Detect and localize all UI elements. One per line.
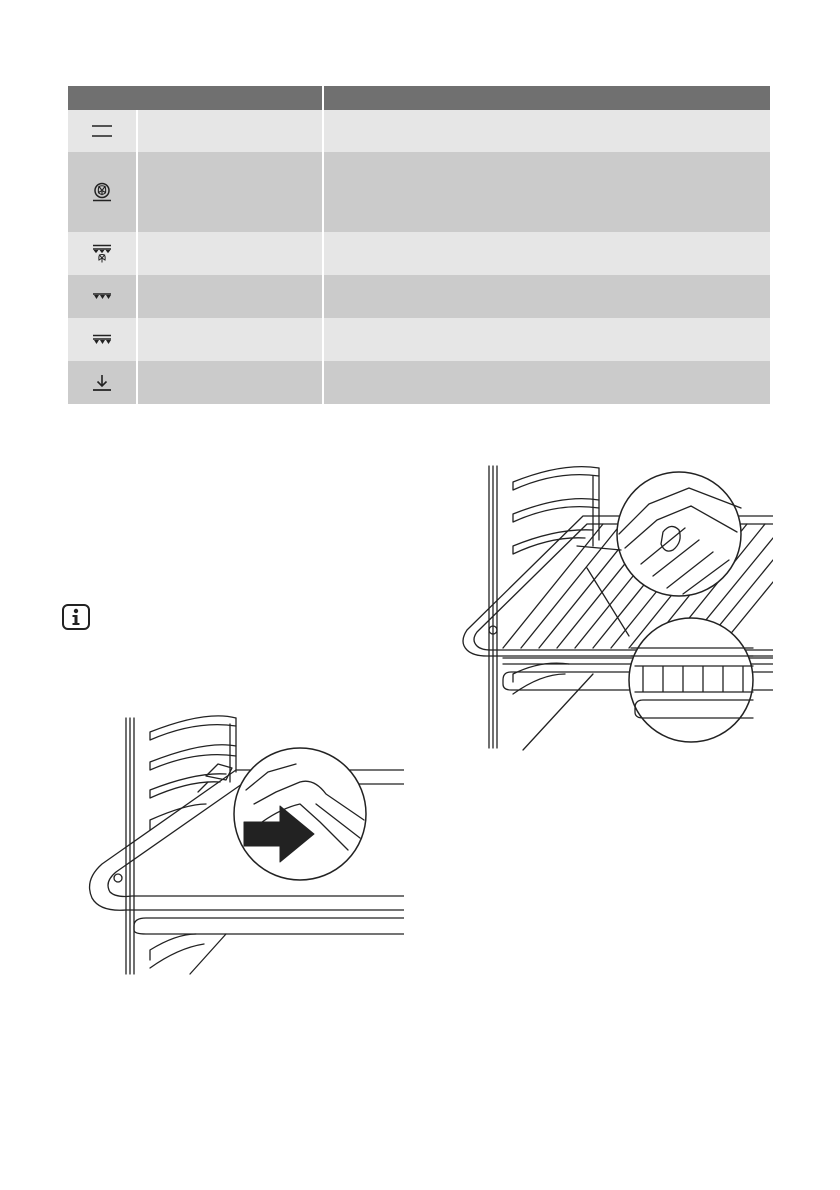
table-row-defrost-description bbox=[324, 361, 770, 404]
table-row-light-icon-cell bbox=[68, 110, 138, 152]
insert-wire-shelf-illustration bbox=[453, 460, 773, 752]
table-row-top-fan-icon-cell bbox=[68, 232, 138, 275]
table-row-fan-icon-cell bbox=[68, 152, 138, 232]
table-header-description bbox=[324, 86, 770, 110]
information-icon bbox=[62, 604, 90, 630]
table-row-top-heat-description bbox=[324, 318, 770, 361]
table-row-top-fan-label bbox=[138, 232, 324, 275]
table-row-defrost-icon-cell bbox=[68, 361, 138, 404]
detail-magnifier bbox=[234, 748, 366, 880]
table-row-bottom-heat-label bbox=[138, 275, 324, 318]
fan-ring-heater-icon bbox=[91, 182, 113, 202]
table-header-symbol bbox=[68, 86, 324, 110]
insert-baking-tray-illustration bbox=[86, 712, 404, 978]
table-row-fan-description bbox=[324, 152, 770, 232]
table-row-top-fan-description bbox=[324, 232, 770, 275]
table-row-fan-label bbox=[138, 152, 324, 232]
shelf-runners bbox=[150, 716, 236, 830]
light-icon bbox=[91, 124, 113, 138]
detail-magnifier-top bbox=[617, 472, 741, 596]
top-heat-fan-icon bbox=[91, 244, 113, 264]
top-heat-icon bbox=[91, 334, 113, 346]
shelf-runners bbox=[513, 467, 599, 694]
detail-magnifier-bottom bbox=[629, 618, 753, 742]
oven-functions-table bbox=[68, 86, 770, 404]
table-row-light-description bbox=[324, 110, 770, 152]
table-row-bottom-heat-description bbox=[324, 275, 770, 318]
table-row-bottom-heat-icon-cell bbox=[68, 275, 138, 318]
table-row-light-label bbox=[138, 110, 324, 152]
defrost-icon bbox=[91, 374, 113, 392]
bottom-heat-icon bbox=[91, 292, 113, 302]
table-row-top-heat-icon-cell bbox=[68, 318, 138, 361]
table-row-top-heat-label bbox=[138, 318, 324, 361]
table-row-defrost-label bbox=[138, 361, 324, 404]
